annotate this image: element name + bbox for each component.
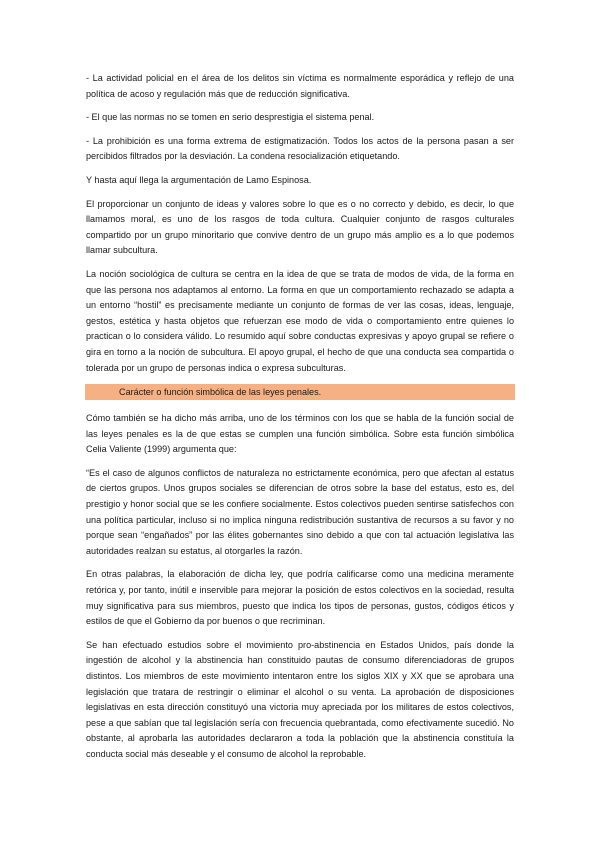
paragraph-lamo-espinosa: Y hasta aquí llega la argumentación de Lamo Espinosa.: [86, 174, 312, 185]
paragraph-bullet-policial: - La actividad policial en el área de los delitos sin víctima es normalmente esporádica y reflejo de una política de acoso y regulación más que de reducción significativa.: [86, 73, 514, 99]
paragraph-bullet-prohibicion: - La prohibición es una forma extrema de estigmatización. Todos los actos de la persona pasan a ser percibidos filtrados por la desviación. La condena resocialización etiquetando.: [86, 135, 514, 162]
paragraph-funcion-simbolica: Cómo también se ha dicho más arriba, uno de los términos con los que se habla de la función social de las leyes penales es la de que estas se cumplen una función simbólica. Sobre esta función simbólica Celia Valiente (1999) argumenta que:: [86, 413, 514, 455]
paragraph-moral-cultura: El proporcionar un conjunto de ideas y valores sobre lo que es o no correcto y debido, es decir, lo que llamamos moral, es uno de los rasgos de toda cultura. Cualquier conjunto de rasgos culturales compartido por un grupo minoritario que convive dentro de un grupo más amplio es a lo que podemos llamar subcultura.: [86, 198, 514, 256]
paragraph-pro-abstinencia: Se han efectuado estudios sobre el movimiento pro-abstinencia en Estados Unidos, país donde la ingestión de alcohol y la abstinencia han constituido pautas de consumo diferenciadoras de grupos distintos. Los miembros de este movimiento intentaron entre los siglos XIX y XX que se aprobara una legislación que tratara de restringir o eliminar el alcohol o su venta. La aprobación de disposiciones legislativas en esta dirección constituyó una victoria muy apreciada por los militares de estos colectivos, pese a que sabían que tal legislación sería con frecuencia quebrantada, como efectivamente sucedió. No obstante, al aprobarla las autoridades declararon a toda la población que la abstinencia constituía la conducta social más deseable y el consumo de alcohol la reprobable.: [86, 639, 514, 759]
section-heading: Carácter o función simbólica de las leyes penales.: [85, 384, 515, 400]
paragraph-otras-palabras: En otras palabras, la elaboración de dicha ley, que podría calificarse como una medicina meramente retórica y, por tanto, inútil e inservible para mejorar la posición de estos colectivos en la sociedad, resulta muy significativa para sus miembros, puesto que indica los tipos de personas, gustos, códigos éticos y estilos de que el Gobierno da por buenos o que recriminan.: [86, 569, 514, 627]
paragraph-quote-valiente: “Es el caso de algunos conflictos de naturaleza no estrictamente económica, pero que afectan al estatus de ciertos grupos. Unos grupos sociales se diferencian de otros sobre la base del estatus, esto es, del prestigio y honor social que se les confiere socialmente. Estos colectivos pueden sentirse satisfechos con una política particular, incluso si no implica ninguna redistribución sustantiva de recursos a su favor y no porque sean “engañados” por las élites gobernantes sino debido a que con tal actuación legislativa las autoridades realzan su estatus, al otorgarles la razón.: [86, 467, 514, 556]
paragraph-nocion-sociologica: La noción sociológica de cultura se centra en la idea de que se trata de modos de vida, de la forma en que las persona nos adaptamos al entorno. La forma en que un comportamiento rechazado se adapta a un entorno “hostil” es precisamente mediante un conjunto de formas de ver las cosas, ideas, lenguaje, gestos, estética y hasta objetos que refuerzan ese modo de vida o comportamiento entre quienes lo practican o lo considera válido. Lo resumido aquí sobre conductas expresivas y apoyo grupal se refiere o gira en torno a la noción de subcultura. El apoyo grupal, el hecho de que una conducta sea compartida o tolerada por un grupo de personas indica o expresa subculturas.: [86, 268, 514, 373]
paragraph-bullet-normas: - El que las normas no se tomen en serio desprestigia el sistema penal.: [86, 112, 375, 123]
